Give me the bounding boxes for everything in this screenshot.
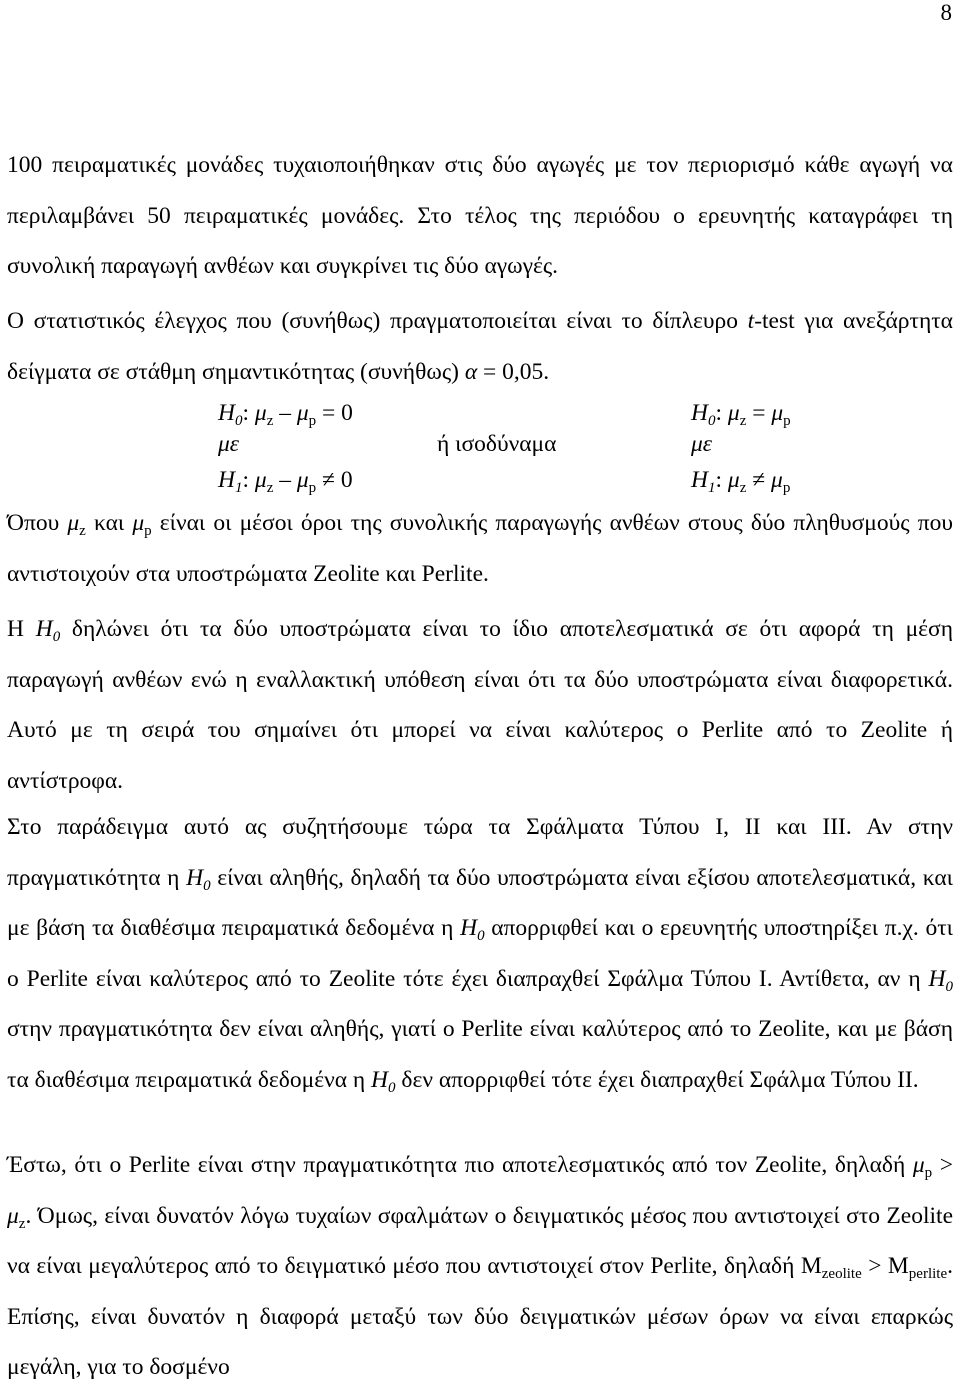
subscript: p [924, 1165, 933, 1181]
text-run: απορριφθεί και ο ερευνητής υποστηρίξει π.χ. ότι ο Perlite είναι καλύτερος από το Zeolite τότε έχει διαπραχθεί Σφάλμα Τύπου Ι. Αντίθετα, αν η [7, 915, 953, 992]
paragraph-test [7, 296, 953, 397]
text-run: : [242, 467, 255, 493]
h-symbol: H [35, 616, 53, 642]
text-run: Έστω, ότι ο Perlite είναι στην πραγματικότητα πιο αποτελεσματικός από τον Zeolite, δηλαδή [7, 1152, 913, 1178]
text-run: Η [7, 616, 36, 642]
subscript: p [144, 523, 152, 539]
text-run: Στο παράδειγμα αυτό ας συζητήσουμε τώρα τα Σφάλματα Τύπου Ι, ΙΙ και ΙΙΙ. Αν στην πραγματικότητα η [7, 814, 953, 891]
subscript: z [266, 413, 274, 429]
subscript: 1 [707, 480, 716, 496]
subscript: perlite [908, 1266, 948, 1282]
subscript: z [266, 480, 274, 496]
h-symbol: H [218, 467, 235, 493]
mu-symbol: μ [296, 400, 309, 426]
text-run: M [800, 1253, 822, 1279]
text-run: είναι οι μέσοι όροι της συνολικής παραγωγής ανθέων στους δύο πληθυσμούς που αντιστοιχούν στα υποστρώματα Zeolite και Perlite. [7, 510, 953, 587]
text-run: ≠ [746, 467, 772, 493]
text-run: : [715, 400, 728, 426]
text-run: . Επίσης, είναι δυνατόν η διαφορά μεταξύ των δύο δειγματικών μέσων όρων να είναι επαρκώς μεγάλη, για το δοσμένο [7, 1253, 953, 1380]
text-run: Όπου [7, 510, 68, 536]
paragraph-intro-text: 100 πειραματικές μονάδες τυχαιοποιήθηκαν στις δύο αγωγές με τον περιορισμό κάθε αγωγή να περιλαμβάνει 50 πειραματικές μονάδες. Στο τέλος της περιόδου ο ερευνητής καταγράφει τη συνολική παραγωγή ανθέων και συγκρίνει τις δύο αγωγές. [7, 152, 953, 279]
left-h0 [218, 398, 353, 428]
right-h0 [691, 398, 791, 428]
text-run: = [746, 400, 772, 426]
subscript: z [739, 480, 747, 496]
mu-symbol: μ [296, 467, 309, 493]
text-run: . Όμως, είναι δυνατόν λόγω τυχαίων σφαλμάτων ο δειγματικός μέσος που αντιστοιχεί στο Zeolite να είναι μεγαλύτερος από το δειγματικό μέσο που αντιστοιχεί στον Perlite, δηλαδή [7, 1202, 953, 1279]
subscript: p [308, 413, 317, 429]
paragraph-type-three [7, 1140, 953, 1393]
subscript: 0 [945, 978, 953, 995]
subscript: 1 [234, 480, 243, 496]
text-run: -test για ανεξάρτητα δείγματα σε στάθμη σημαντικότητας (συνήθως) [7, 308, 953, 385]
text-run: 0 [340, 467, 353, 493]
text-run: = 0,05. [477, 358, 550, 385]
text-run: = 0 [316, 400, 353, 426]
text-run: ≠ [316, 467, 341, 493]
subscript: p [783, 413, 791, 429]
text-run: > [861, 1253, 888, 1279]
subscript: zeolite [821, 1266, 862, 1282]
subscript: 0 [52, 629, 61, 645]
text-run: δεν απορριφθεί τότε έχει διαπραχθεί Σφάλμα Τύπου ΙΙ. [395, 1066, 919, 1093]
paragraph-h0-meaning [7, 604, 953, 806]
mu-symbol: μ [254, 467, 267, 493]
h-symbol: H [691, 400, 708, 426]
subscript: p [782, 480, 791, 496]
text-run: M [887, 1253, 909, 1279]
paragraph-intro [7, 140, 953, 292]
h-symbol: H [218, 400, 235, 426]
or-equivalently [437, 429, 556, 459]
alpha-symbol: α [464, 358, 478, 385]
right-h1 [691, 465, 790, 495]
mu-symbol: μ [771, 467, 783, 493]
text-run: δηλώνει ότι τα δύο υποστρώματα είναι το ίδιο αποτελεσματικά σε ότι αφορά τη μέση παραγωγή ανθέων ενώ η εναλλακτική υπόθεση είναι ότι τα δύο υποστρώματα είναι διαφορετικά. Αυτό με τη σειρά του σημαίνει ότι μπορεί να είναι καλύτερος ο Perlite από το Zeolite ή αντίστροφα. [7, 616, 953, 794]
text-run: ή ισοδύναμα [437, 431, 557, 457]
mu-symbol: μ [771, 400, 784, 426]
me-label: με [218, 431, 240, 457]
text-run: και [85, 510, 133, 536]
page-number: 8 [940, 0, 952, 25]
text-run: είναι αληθής, δηλαδή τα δύο υποστρώματα είναι εξίσου αποτελεσματικά, και με βάση τα διαθέσιμα πειραματικά δεδομένα η [7, 864, 953, 941]
right-me [691, 429, 712, 459]
paragraph-error-types [7, 802, 953, 1105]
mu-symbol: μ [132, 510, 145, 536]
h-symbol: H [691, 467, 708, 493]
left-me [218, 429, 239, 459]
subscript: p [308, 480, 317, 496]
me-label: με [691, 431, 713, 457]
subscript: 0 [203, 877, 211, 894]
text-run: Ο στατιστικός έλεγχος που (συνήθως) πραγματοποιείται είναι το δίπλευρο [7, 308, 748, 334]
paragraph-means [7, 498, 953, 599]
subscript: 0 [388, 1079, 396, 1096]
text-run: στην πραγματικότητα δεν είναι αληθής, γιατί ο Perlite είναι καλύτερος από το Zeolite, και με βάση τα διαθέσιμα πειραματικά δεδομένα η [7, 1016, 953, 1093]
subscript: z [79, 523, 86, 539]
subscript: 0 [477, 928, 485, 944]
mu-symbol: μ [7, 1202, 19, 1229]
subscript: 0 [234, 413, 243, 429]
h-symbol: H [371, 1066, 389, 1093]
h-symbol: H [928, 965, 946, 992]
t-symbol: t [747, 308, 755, 334]
text-run: : [715, 467, 728, 493]
text-run: : [242, 400, 255, 426]
mu-symbol: μ [67, 510, 80, 536]
h-symbol: H [186, 864, 204, 891]
text-run: – [273, 467, 297, 493]
subscript: 0 [707, 413, 716, 429]
left-h1 [218, 465, 353, 495]
mu-symbol: μ [912, 1152, 925, 1178]
text-run: > [932, 1152, 953, 1178]
text-run: – [273, 400, 297, 426]
mu-symbol: μ [254, 400, 267, 426]
subscript: z [18, 1215, 26, 1232]
mu-symbol: μ [727, 400, 740, 426]
h-symbol: H [460, 915, 478, 941]
subscript: z [739, 413, 747, 429]
mu-symbol: μ [727, 467, 740, 493]
